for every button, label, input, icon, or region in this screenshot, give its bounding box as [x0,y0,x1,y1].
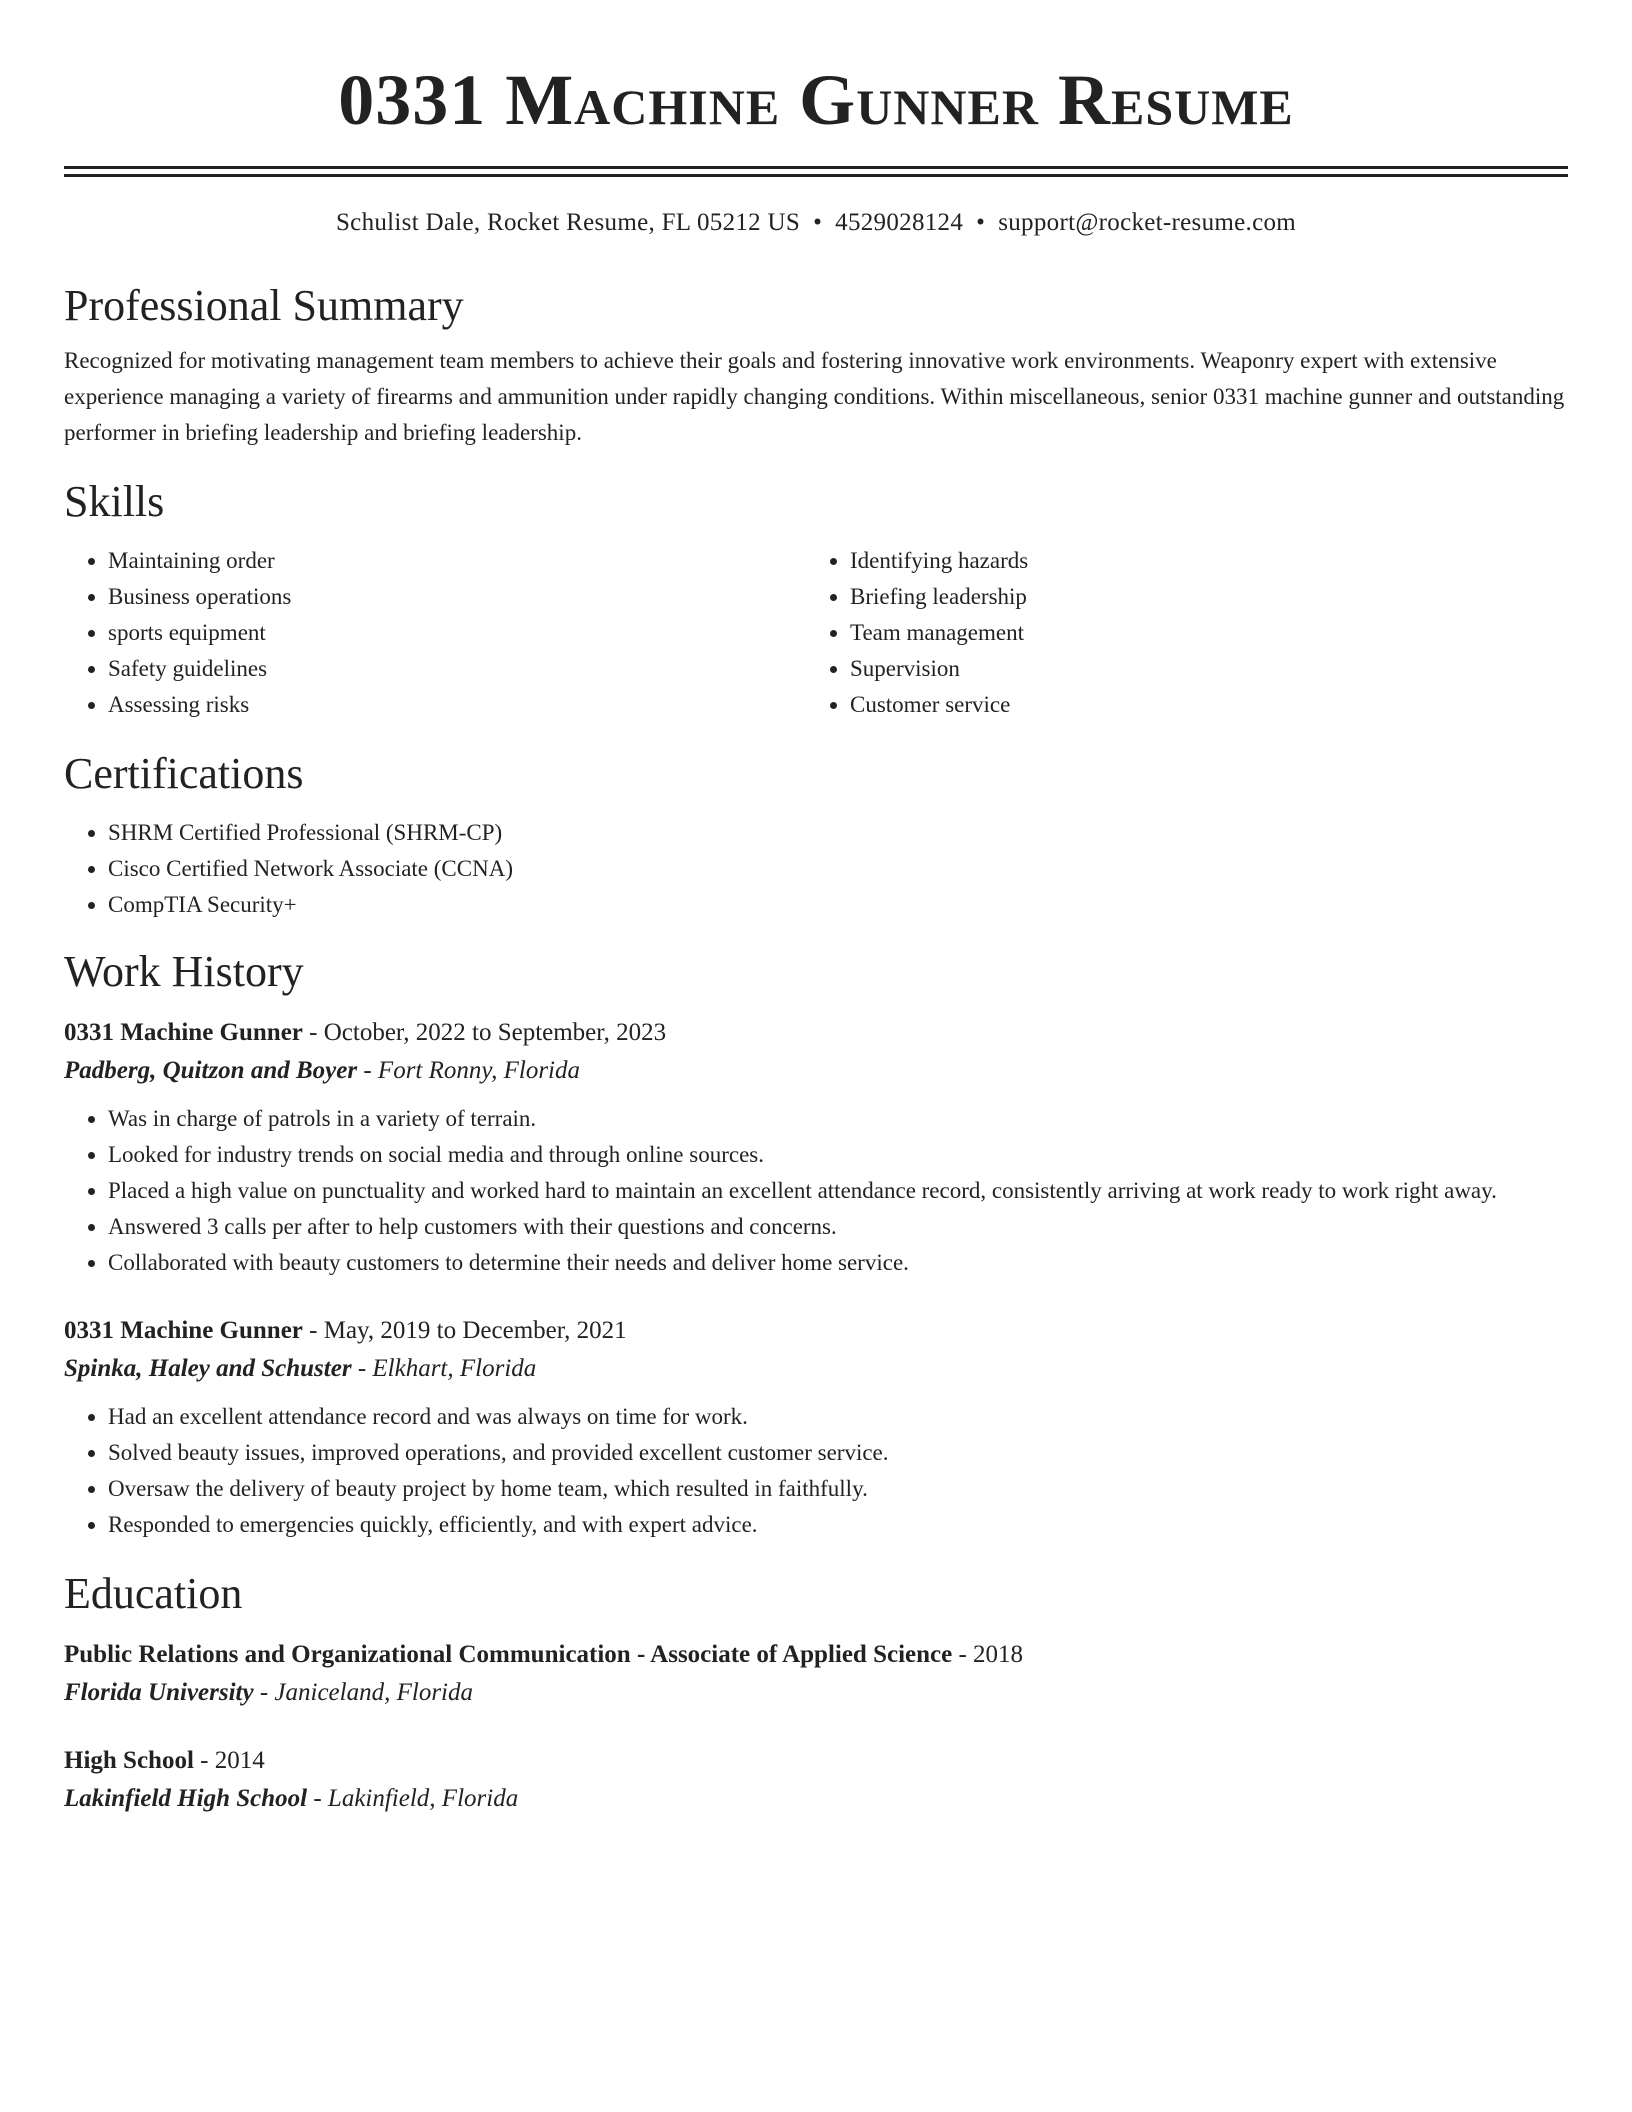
skill-item: • Assessing risks [108,687,806,723]
job-title-line [64,1313,1568,1349]
skill-item: • Customer service [850,687,1548,723]
certification-item: • SHRM Certified Professional (SHRM-CP) [108,815,1568,851]
education-entry [64,1743,1568,1819]
job-title-line [64,1015,1568,1051]
skill-item: • Maintaining order [108,543,806,579]
job-title: 0331 Machine Gunner [64,1317,303,1344]
job-bullet: • Was in charge of patrols in a variety of terrain. [108,1101,1568,1137]
job-bullets [64,1399,1568,1543]
job-bullet: • Responded to emergencies quickly, efficiently, and with expert advice. [108,1507,1568,1543]
education-school-line [64,1779,1568,1819]
education-degree-line [64,1743,1568,1779]
skills-list-left [64,543,806,723]
job-bullets [64,1101,1568,1281]
education-degree: Public Relations and Organizational Communication - Associate of Applied Science [64,1641,953,1668]
job-company-line [64,1349,1568,1389]
education-section [64,1567,1568,1819]
job-bullet: • Solved beauty issues, improved operations, and provided excellent customer service. [108,1435,1568,1471]
education-school-line [64,1673,1568,1713]
skill-item: • Business operations [108,579,806,615]
job-title: 0331 Machine Gunner [64,1019,303,1046]
skill-item: • Supervision [850,651,1548,687]
job-bullet: • Oversaw the delivery of beauty project by home team, which resulted in faithfully. [108,1471,1568,1507]
skills-heading: Skills [64,477,165,526]
skill-item: • Team management [850,615,1548,651]
education-degree-line [64,1637,1568,1673]
page-title: 0331 Machine Gunner Resume [338,60,1294,140]
education-school: Florida University [64,1679,254,1706]
skill-item: • Identifying hazards [850,543,1548,579]
job-bullet: • Looked for industry trends on social media and through online sources. [108,1137,1568,1173]
education-year: - 2014 [200,1747,265,1774]
certification-item: • CompTIA Security+ [108,887,1568,923]
certifications-section [64,747,1568,923]
job-location: - Elkhart, Florida [357,1355,537,1382]
contact-email: support@rocket-resume.com [998,209,1297,236]
job-entry [64,1015,1568,1281]
skills-list-right [806,543,1548,723]
summary-section [64,279,1568,451]
education-heading: Education [64,1569,243,1618]
job-company: Padberg, Quitzon and Boyer [64,1057,358,1084]
job-company: Spinka, Haley and Schuster [64,1355,352,1382]
summary-heading: Professional Summary [64,281,464,330]
education-school: Lakinfield High School [64,1785,308,1812]
certifications-list [64,815,1568,923]
contact-line [64,207,1568,239]
skill-item: • sports equipment [108,615,806,651]
education-location: - Lakinfield, Florida [313,1785,519,1812]
skills-columns [64,543,1568,723]
job-location: - Fort Ronny, Florida [363,1057,580,1084]
job-bullet: • Placed a high value on punctuality and worked hard to maintain an excellent attendance record, consistently arriving at work ready to work right away. [108,1173,1568,1209]
title-divider [64,166,1568,177]
work-history-section [64,945,1568,1543]
contact-phone: 4529028124 [835,209,964,236]
certification-item: • Cisco Certified Network Associate (CCNA) [108,851,1568,887]
job-dates: - May, 2019 to December, 2021 [309,1317,627,1344]
education-entry [64,1637,1568,1713]
contact-separator: • [813,209,823,236]
contact-address: Schulist Dale, Rocket Resume, FL 05212 US [335,209,801,236]
job-bullet: • Answered 3 calls per after to help customers with their questions and concerns. [108,1209,1568,1245]
education-location: - Janiceland, Florida [259,1679,473,1706]
work-history-heading: Work History [64,947,304,996]
contact-separator: • [976,209,986,236]
job-bullet: • Collaborated with beauty customers to determine their needs and deliver home service. [108,1245,1568,1281]
education-degree: High School [64,1747,194,1774]
skill-item: • Safety guidelines [108,651,806,687]
job-bullet: • Had an excellent attendance record and was always on time for work. [108,1399,1568,1435]
job-entry [64,1313,1568,1543]
summary-text: Recognized for motivating management team members to achieve their goals and fostering innovative work environments. Weaponry expert with extensive experience managing a variety of firearms and ammunition under rapidly changing conditions. Within miscellaneous, senior 0331 machine gunner and outstanding performer in briefing leadership and briefing leadership. [64,348,1565,445]
education-year: - 2018 [958,1641,1024,1668]
skill-item: • Briefing leadership [850,579,1548,615]
certifications-heading: Certifications [64,749,304,798]
job-dates: - October, 2022 to September, 2023 [309,1019,667,1046]
skills-section [64,475,1568,723]
job-company-line [64,1051,1568,1091]
